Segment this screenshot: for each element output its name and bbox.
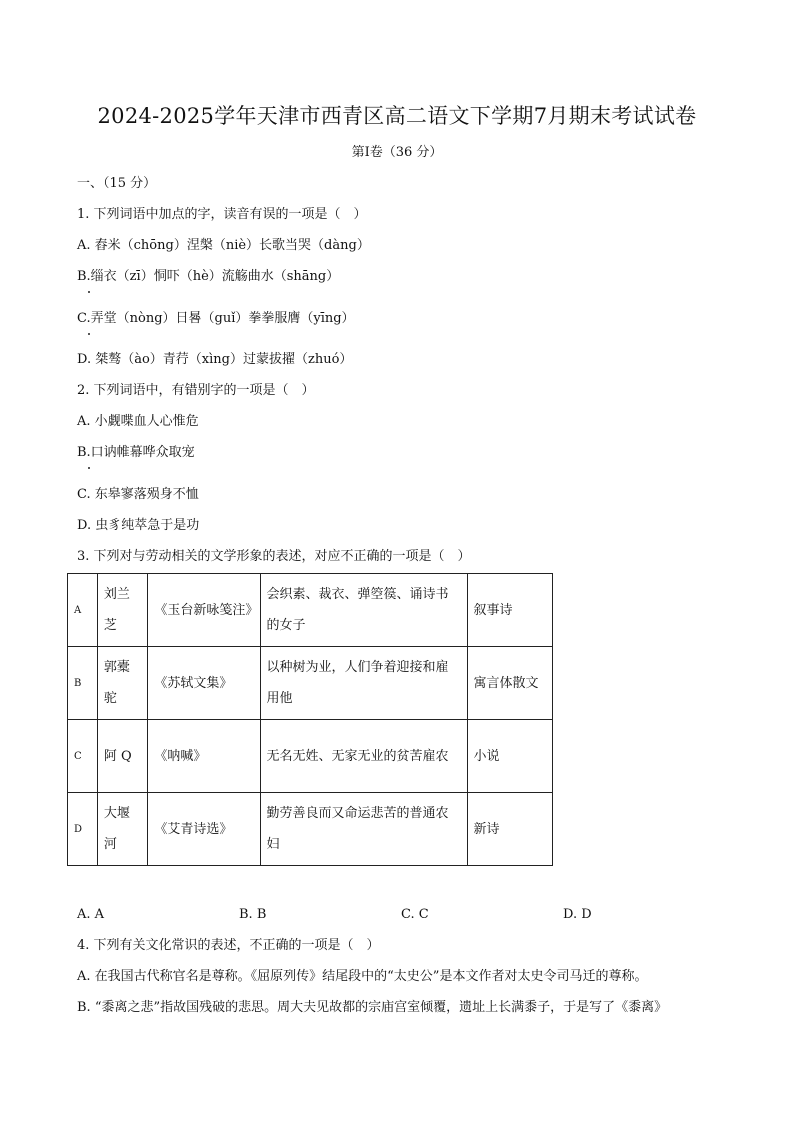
table-cell-description: 以种树为业，人们争着迎接和雇用他 [260, 647, 467, 720]
emphasis-dot [88, 333, 90, 335]
table-cell-name: 阿 Q [97, 720, 147, 793]
table-cell-description: 会织素、裁衣、弹箜篌、诵诗书的女子 [260, 574, 467, 647]
exam-subtitle: 第Ⅰ卷（36 分） [351, 145, 443, 160]
table-cell-description: 无名无姓、无家无业的贫苦雇农 [260, 720, 467, 793]
table-cell-source: 《苏轼文集》 [148, 647, 260, 720]
q3-table [67, 573, 553, 866]
q3-answer-d: D. D [563, 907, 592, 922]
q2-option-a: A. 小觑喋血人心惟危 [77, 414, 199, 429]
q4-option-b: B. “黍离之悲”指故国残破的悲思。周大夫见故都的宗庙宫室倾覆，遗址上长满黍子，于是写了《黍离》 [77, 1000, 668, 1015]
emphasis-dot [88, 467, 90, 469]
table-cell-description: 勤劳善良而又命运悲苦的普通农妇 [260, 793, 467, 866]
q3-answer-c: C. C [401, 907, 429, 922]
q2-stem: 2. 下列词语中，有错别字的一项是（ ） [77, 383, 315, 398]
q1-option-a: A. 舂米（chōng）涅槃（niè）长歌当哭（dàng） [77, 238, 370, 253]
q4-stem: 4. 下列有关文化常识的表述，不正确的一项是（ ） [77, 938, 380, 953]
q1-stem: 1. 下列词语中加点的字，读音有误的一项是（ ） [77, 207, 367, 222]
q2-option-d: D. 虫豸纯萃急于是功 [77, 518, 200, 533]
table-cell-genre: 小说 [467, 720, 552, 793]
q3-answer-a: A. A [77, 907, 105, 922]
table-cell-source: 《玉台新咏笺注》 [148, 574, 260, 647]
table-cell-option: C [68, 720, 98, 793]
table-row [68, 647, 553, 720]
section-heading: 一、（15 分） [77, 176, 157, 191]
table-cell-option: A [68, 574, 98, 647]
table-cell-genre: 新诗 [467, 793, 552, 866]
table-cell-option: D [68, 793, 98, 866]
exam-title: 2024-2025学年天津市西青区高二语文下学期7月期末考试试卷 [97, 104, 697, 128]
table-cell-option: B [68, 647, 98, 720]
q4-option-a: A. 在我国古代称官名是尊称。《屈原列传》结尾段中的“太史公”是本文作者对太史令司马迁的尊称。 [77, 969, 648, 984]
q2-option-c: C. 东皋寥落殒身不恤 [77, 487, 199, 502]
table-row [68, 793, 553, 866]
table-cell-source: 《呐喊》 [148, 720, 260, 793]
table-row [68, 574, 553, 647]
q2-option-b: B.口讷帷幕哗众取宠 [77, 445, 195, 460]
table-cell-genre: 寓言体散文 [467, 647, 552, 720]
table-cell-name: 大堰河 [97, 793, 147, 866]
q3-answer-b: B. B [239, 907, 267, 922]
table-cell-source: 《艾青诗选》 [148, 793, 260, 866]
q1-option-c: C.弄堂（nòng）日晷（guǐ）拳拳服膺（yīng） [77, 311, 355, 326]
table-cell-name: 郭橐驼 [97, 647, 147, 720]
q1-option-b: B.缁衣（zī）恫吓（hè）流觞曲水（shāng） [77, 269, 340, 284]
table-row [68, 720, 553, 793]
q1-option-d: D. 桀骜（ào）青荇（xìng）过蒙拔擢（zhuó） [77, 352, 353, 367]
emphasis-dot [88, 291, 90, 293]
table-cell-name: 刘兰芝 [97, 574, 147, 647]
table-cell-genre: 叙事诗 [467, 574, 552, 647]
q3-stem: 3. 下列对与劳动相关的文学形象的表述，对应不正确的一项是（ ） [77, 549, 471, 564]
